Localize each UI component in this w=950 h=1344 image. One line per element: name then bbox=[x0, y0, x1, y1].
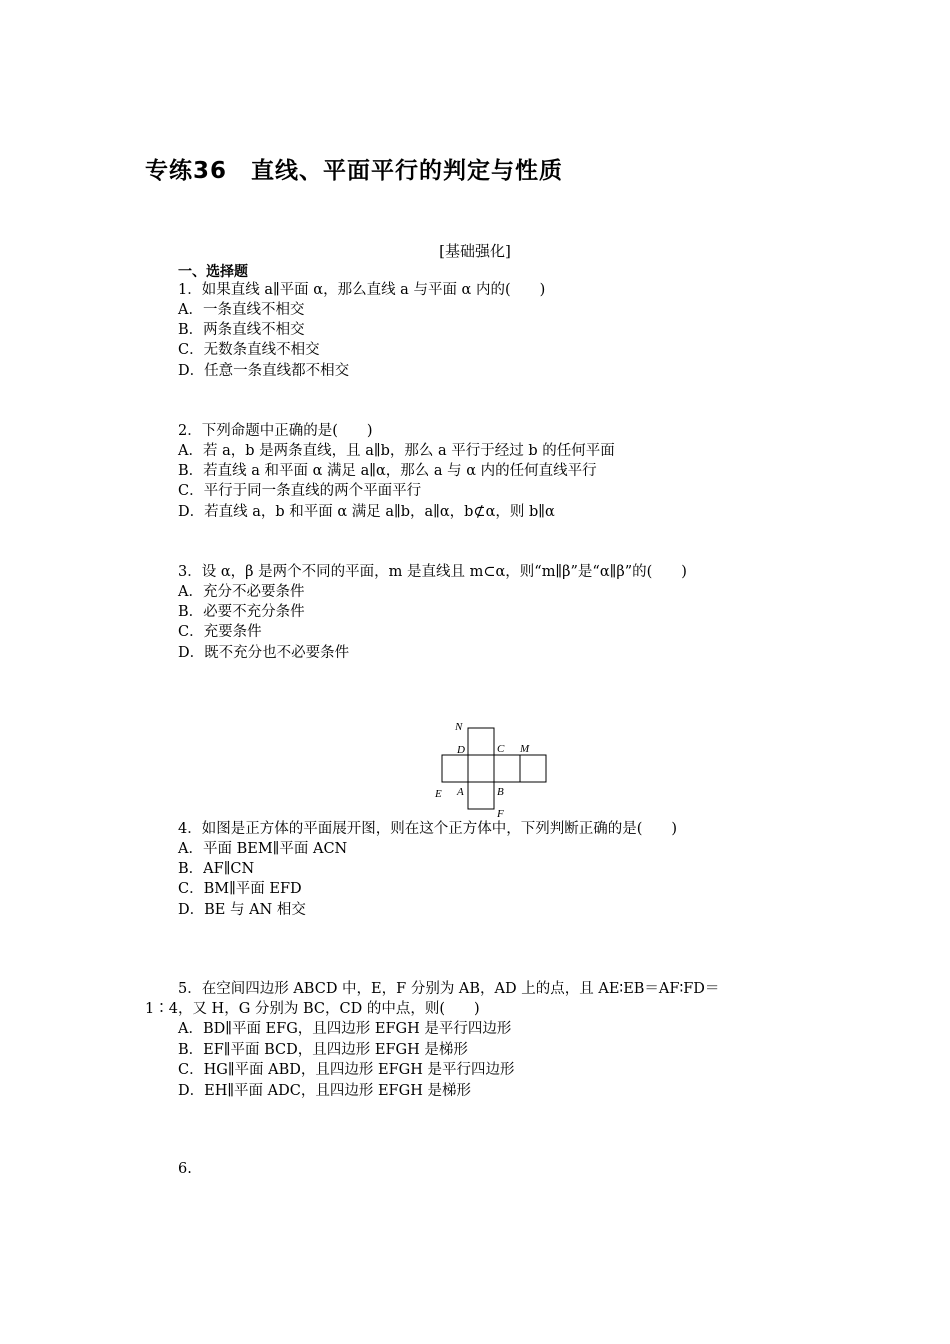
net-square-row-3 bbox=[494, 755, 520, 782]
question-3-stem: 3．设 α，β 是两个不同的平面，m 是直线且 m⊂α，则“m∥β”是“α∥β”的( ) bbox=[178, 564, 687, 580]
subsection-heading: 一、选择题 bbox=[178, 264, 248, 280]
section-tag: [基础强化] bbox=[439, 242, 511, 260]
question-5-option-d: D．EH∥平面 ADC，且四边形 EFGH 是梯形 bbox=[178, 1083, 471, 1099]
question-6-stem: 6. bbox=[178, 1161, 192, 1177]
question-5-option-c: C．HG∥平面 ABD，且四边形 EFGH 是平行四边形 bbox=[178, 1062, 515, 1078]
question-1-option-a: A．一条直线不相交 bbox=[178, 302, 305, 318]
question-2-option-a: A．若 a，b 是两条直线，且 a∥b，那么 a 平行于经过 b 的任何平面 bbox=[178, 443, 615, 459]
question-1-option-b: B．两条直线不相交 bbox=[178, 322, 305, 338]
question-5-stem-line-2: 1∶4，又 H，G 分别为 BC，CD 的中点，则( ) bbox=[145, 1001, 480, 1017]
label-f: F bbox=[497, 808, 504, 818]
net-square-top bbox=[468, 728, 494, 755]
net-square-row-1 bbox=[442, 755, 468, 782]
page-title: 专练36 直线、平面平行的判定与性质 bbox=[145, 158, 564, 184]
question-3-option-c: C．充要条件 bbox=[178, 624, 262, 640]
question-2-option-d: D．若直线 a，b 和平面 α 满足 a∥b，a∥α，b⊄α，则 b∥α bbox=[178, 504, 555, 520]
net-square-row-4 bbox=[520, 755, 546, 782]
net-square-bottom bbox=[468, 782, 494, 809]
question-1-option-c: C．无数条直线不相交 bbox=[178, 342, 320, 358]
question-2-stem: 2．下列命题中正确的是( ) bbox=[178, 423, 373, 439]
question-3-option-a: A．充分不必要条件 bbox=[178, 584, 305, 600]
net-square-row-2 bbox=[468, 755, 494, 782]
label-n: N bbox=[455, 721, 463, 733]
label-b: B bbox=[497, 786, 504, 798]
label-c: C bbox=[497, 743, 505, 755]
question-5-stem-line-1: 5．在空间四边形 ABCD 中，E，F 分别为 AB，AD 上的点，且 AE∶EB＝AF∶FD＝ bbox=[178, 981, 720, 997]
question-4-option-c: C．BM∥平面 EFD bbox=[178, 881, 302, 897]
label-a: A bbox=[457, 786, 464, 798]
question-1-option-d: D．任意一条直线都不相交 bbox=[178, 363, 350, 379]
question-4-option-a: A．平面 BEM∥平面 ACN bbox=[178, 841, 348, 857]
question-5-option-b: B．EF∥平面 BCD，且四边形 EFGH 是梯形 bbox=[178, 1042, 468, 1058]
question-5-option-a: A．BD∥平面 EFG，且四边形 EFGH 是平行四边形 bbox=[178, 1021, 512, 1037]
label-e: E bbox=[435, 788, 442, 800]
question-2-option-b: B．若直线 a 和平面 α 满足 a∥α，那么 a 与 α 内的任何直线平行 bbox=[178, 463, 597, 479]
question-4-stem: 4．如图是正方体的平面展开图，则在这个正方体中，下列判断正确的是( ) bbox=[178, 821, 678, 837]
question-1-stem: 1．如果直线 a∥平面 α，那么直线 a 与平面 α 内的( ) bbox=[178, 282, 546, 298]
question-2-option-c: C．平行于同一条直线的两个平面平行 bbox=[178, 483, 422, 499]
question-3-option-d: D．既不充分也不必要条件 bbox=[178, 645, 350, 661]
question-4-option-b: B．AF∥CN bbox=[178, 861, 255, 877]
cube-net-figure bbox=[430, 718, 555, 818]
question-4-option-d: D．BE 与 AN 相交 bbox=[178, 902, 306, 918]
question-3-option-b: B．必要不充分条件 bbox=[178, 604, 305, 620]
label-m: M bbox=[520, 743, 530, 755]
label-d: D bbox=[457, 744, 465, 756]
